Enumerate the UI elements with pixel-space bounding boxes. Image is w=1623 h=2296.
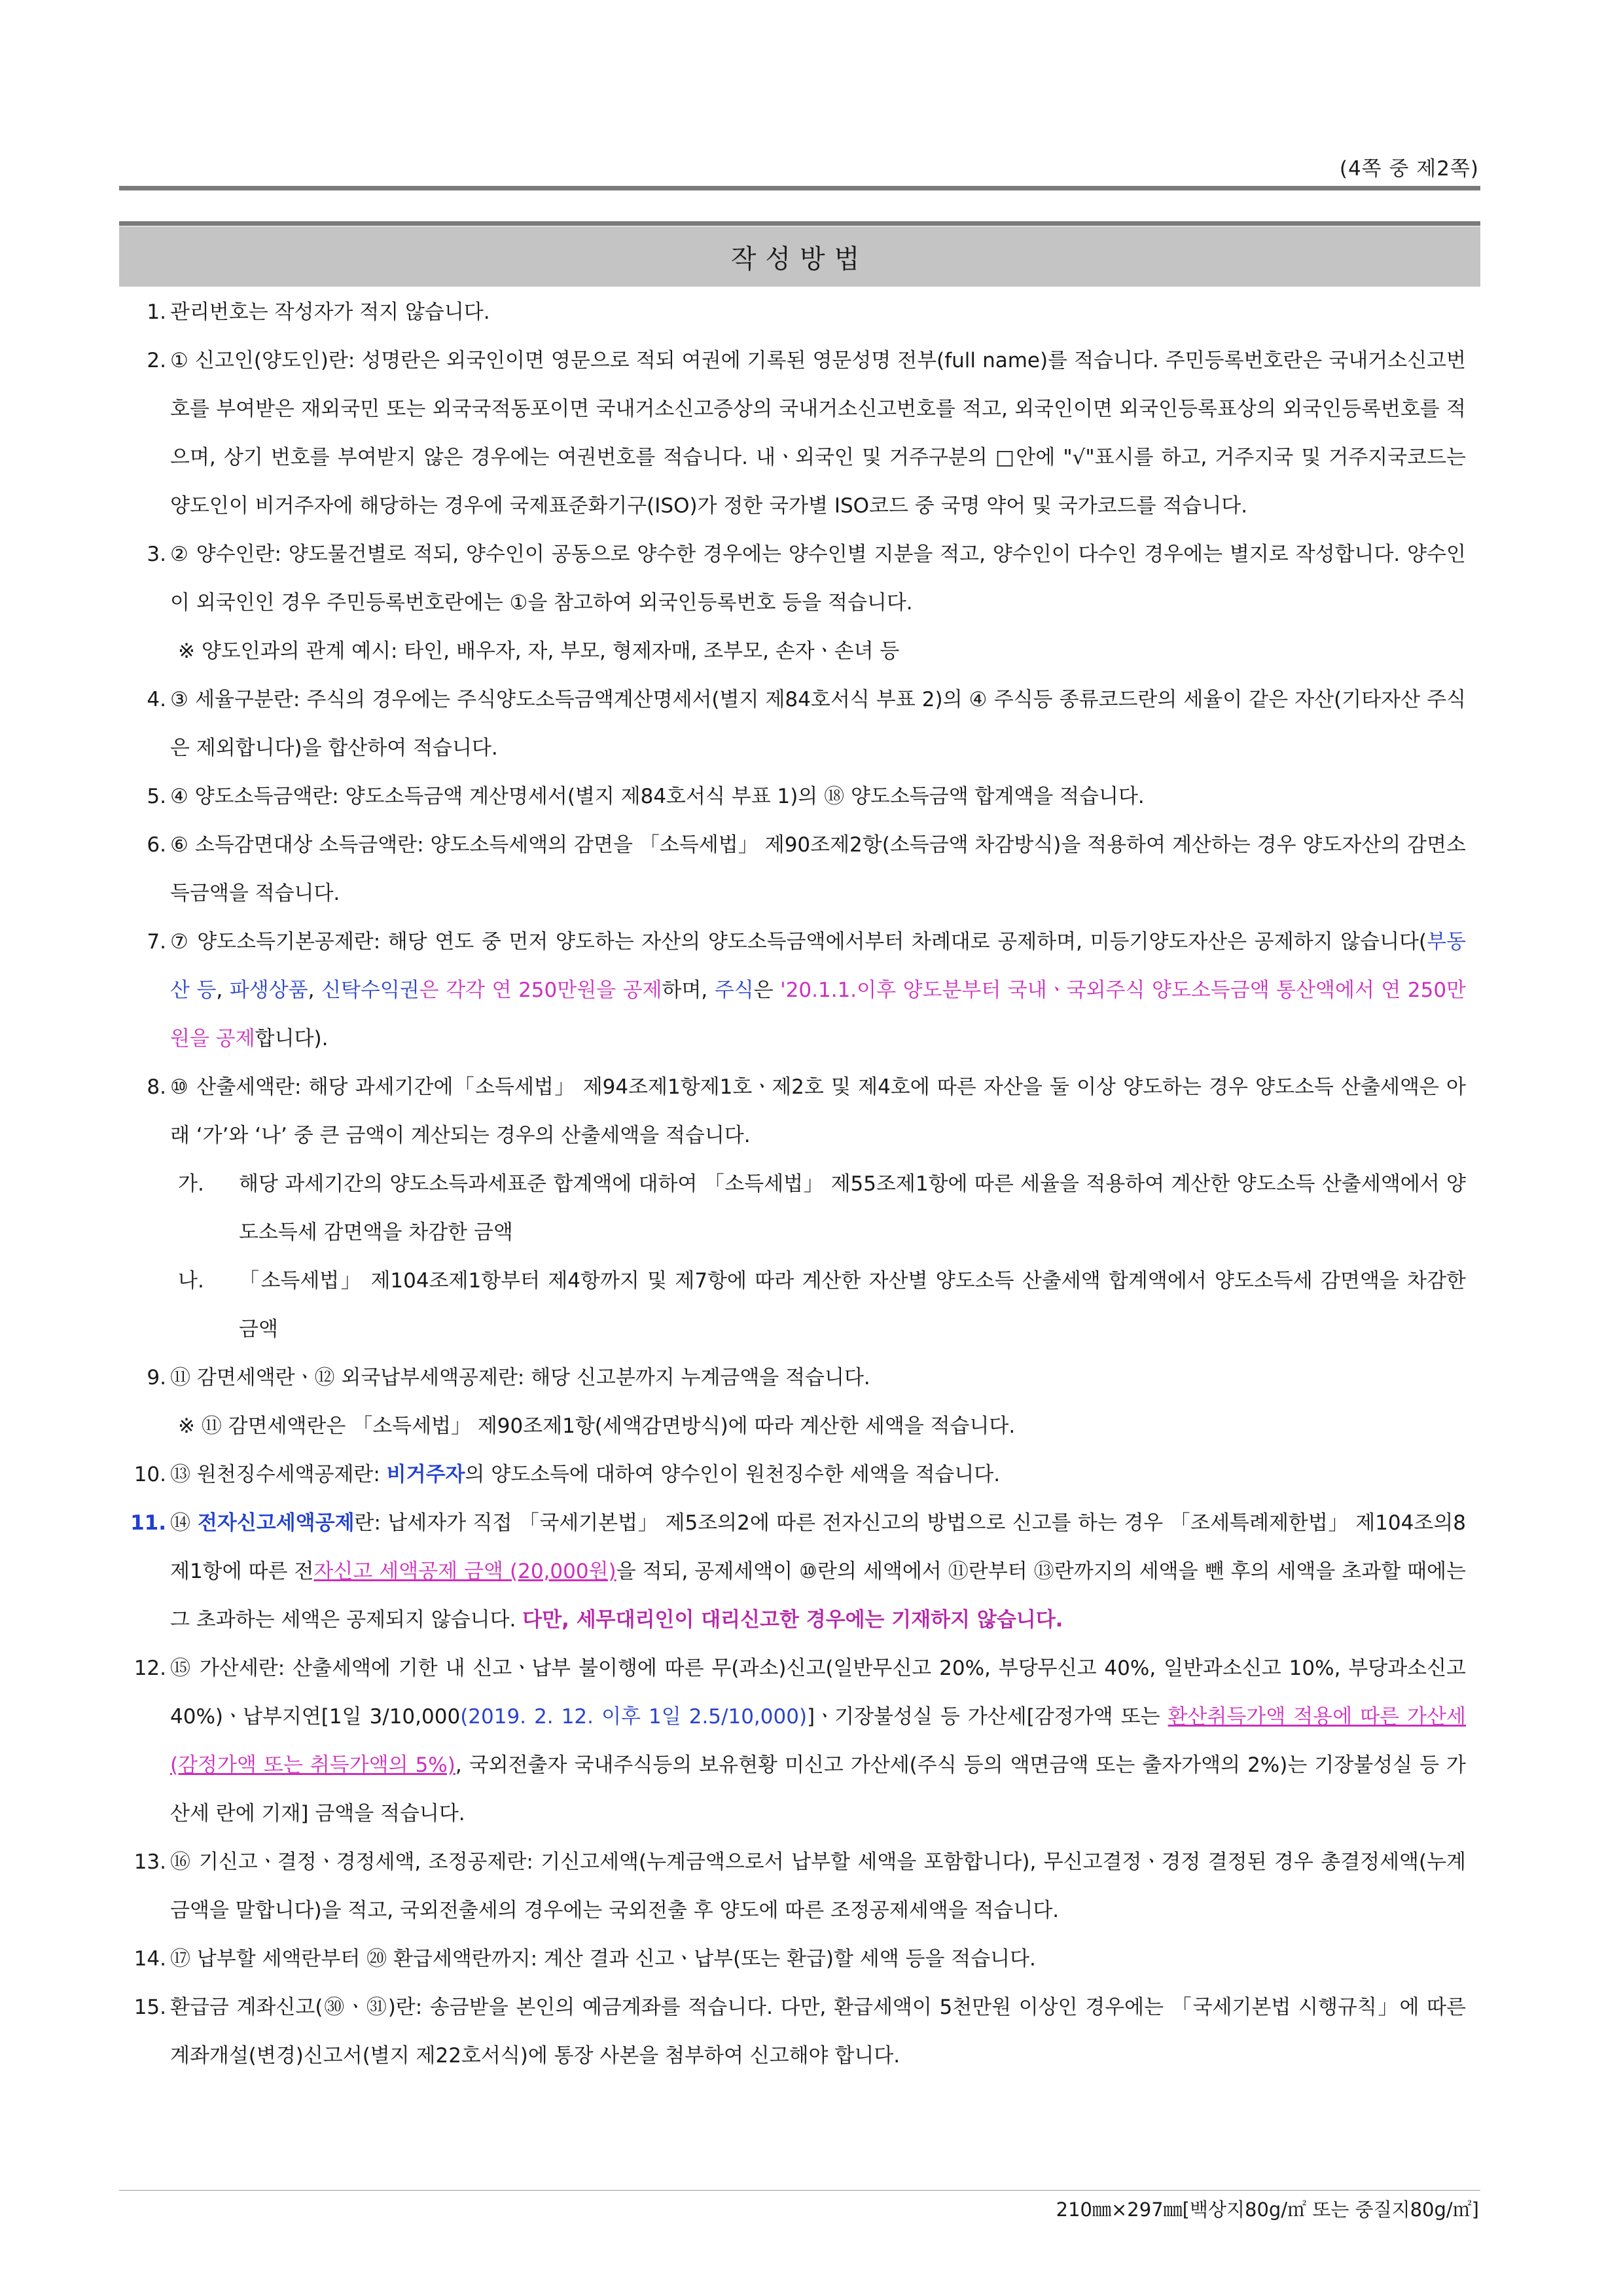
item-text: ⑭ bbox=[170, 1511, 198, 1535]
sub-item-number: 가. bbox=[178, 1172, 204, 1196]
item-number: 10. bbox=[134, 1463, 166, 1486]
list-item bbox=[124, 1450, 1466, 1499]
item-number: 1. bbox=[147, 300, 166, 324]
item-text: ⑰ 납부할 세액란부터 ⑳ 환급세액란까지: 계산 결과 신고ㆍ납부(또는 환급)할 세액 등을 적습니다. bbox=[170, 1947, 1036, 1971]
item-text: 환급금 계좌신고(㉚ㆍ㉛)란: 송금받을 본인의 예금계좌를 적습니다. 다만, 환급세액이 5천만원 이상인 경우에는 「국세기본법 시행규칙」에 따른 계좌개설(변경)신고서(별지 제22호서식)에 통장 사본을 첨부하여 신고해야 합니다. bbox=[170, 1996, 1466, 2068]
item-text: ⑦ 양도소득기본공제란: 해당 연도 중 먼저 양도하는 자산의 양도소득금액에서부터 차례대로 공제하며, 미등기양도자산은 공제하지 않습니다( bbox=[170, 930, 1427, 954]
highlight-text: '20.1.1.이후 양도분부터 국내ㆍ국외주식 양도소득금액 통산액에서 연 250만원을 공제 bbox=[170, 978, 1466, 1050]
highlight-text: (2019. 2. 12. 이후 1일 2.5/10,000) bbox=[460, 1705, 808, 1729]
list-item bbox=[124, 675, 1466, 772]
note: ※ ⑪ 감면세액란은 「소득세법」 제90조제1항(세액감면방식)에 따라 계산한 세액을 적습니다. bbox=[178, 1414, 1016, 1438]
highlight-text: 신탁수익권 bbox=[321, 978, 419, 1002]
section-title: 작성방법 bbox=[119, 226, 1480, 287]
item-text: 하며, bbox=[662, 978, 715, 1002]
highlight-text: 전자신고세액공제 bbox=[197, 1511, 355, 1535]
item-text: ⑩ 산출세액란: 해당 과세기간에「소득세법」 제94조제1항제1호ㆍ제2호 및 제4호에 따른 자산을 둘 이상 양도하는 경우 양도소득 산출세액은 아래 ‘가’와 ‘나’ 중 큰 금액이 계산되는 경우의 산출세액을 적습니다. bbox=[170, 1075, 1466, 1147]
paper-spec: 210㎜×297㎜[백상지80g/㎡ 또는 중질지80g/㎡] bbox=[1056, 2198, 1479, 2221]
item-number: 3. bbox=[147, 543, 166, 566]
item-text: 은 bbox=[753, 978, 781, 1002]
item-text: ⑪ 감면세액란ㆍ⑫ 외국납부세액공제란: 해당 신고분까지 누계금액을 적습니다. bbox=[170, 1366, 870, 1390]
item-text: ⑥ 소득감면대상 소득금액란: 양도소득세액의 감면을 「소득세법」 제90조제2항(소득금액 차감방식)을 적용하여 계산하는 경우 양도자산의 감면소득금액을 적습니다. bbox=[170, 833, 1466, 905]
page-number: (4쪽 중 제2쪽) bbox=[1339, 157, 1479, 181]
highlight-text: 파생상품 bbox=[229, 978, 308, 1002]
item-text: , bbox=[308, 978, 321, 1002]
item-number: 14. bbox=[134, 1947, 166, 1971]
highlight-text: 환산취득가액 적용에 따른 가산세(감정가액 또는 취득가액의 5%) bbox=[170, 1705, 1466, 1777]
sub-item-text: 해당 과세기간의 양도소득과세표준 합계액에 대하여 「소득세법」 제55조제1항에 따른 세율을 적용하여 계산한 양도소득 산출세액에서 양도소득세 감면액을 차감한 금액 bbox=[239, 1172, 1466, 1244]
item-text: ⑮ 가산세란: 산출세액에 기한 내 신고ㆍ납부 불이행에 따른 무(과소)신고(일반무신고 20%, 부당무신고 40%, 일반과소신고 10%, 부당과소신고 40%)ㆍ납부지연[1일 3/10,000 bbox=[170, 1657, 1466, 1729]
item-text: , bbox=[216, 978, 230, 1002]
item-number: 15. bbox=[134, 1996, 166, 2019]
item-text: ]ㆍ기장불성실 등 가산세[감정가액 또는 bbox=[807, 1705, 1168, 1729]
item-text: ⑯ 기신고ㆍ결정ㆍ경정세액, 조정공제란: 기신고세액(누계금액으로서 납부할 세액을 포함합니다), 무신고결정ㆍ경정 결정된 경우 총결정세액(누계금액을 말합니다)을 적고, 국외전출세의 경우에는 국외전출 후 양도에 따른 조정공제세액을 적습니다. bbox=[170, 1850, 1466, 1922]
sub-item-number: 나. bbox=[178, 1269, 204, 1293]
footer-rule bbox=[119, 2190, 1480, 2191]
item-number: 2. bbox=[147, 349, 166, 372]
highlight-text: 비거주자 bbox=[386, 1463, 465, 1486]
item-number: 12. bbox=[134, 1657, 166, 1680]
list-item bbox=[124, 772, 1466, 821]
highlight-text: 은 각각 연 250만원을 공제 bbox=[419, 978, 662, 1002]
item-text: 관리번호는 작성자가 적지 않습니다. bbox=[170, 300, 490, 324]
top-rule bbox=[119, 186, 1480, 190]
list-item bbox=[124, 1499, 1466, 1644]
item-text: 을 적되, 공제세액이 ⑩란의 세액에서 ⑪란부터 ⑬란까지의 세액을 뺀 후의 세액을 초과할 때에는 그 초과하는 세액은 공제되지 않습니다. bbox=[170, 1560, 1466, 1632]
item-number: 5. bbox=[147, 785, 166, 808]
list-item bbox=[124, 288, 1466, 336]
item-number: 6. bbox=[147, 833, 166, 857]
item-number: 4. bbox=[147, 688, 166, 711]
item-text: ③ 세율구분란: 주식의 경우에는 주식양도소득금액계산명세서(별지 제84호서식 부표 2)의 ④ 주식등 종류코드란의 세율이 같은 자산(기타자산 주식은 제외합니다)을 합산하여 적습니다. bbox=[170, 688, 1466, 760]
item-number: 13. bbox=[134, 1850, 166, 1874]
item-text: ① 신고인(양도인)란: 성명란은 외국인이면 영문으로 적되 여권에 기록된 영문성명 전부(full name)를 적습니다. 주민등록번호란은 국내거소신고번호를 부여받은 재외국민 또는 외국국적동포이면 국내거소신고증상의 국내거소신고번호를 적고, 외국인이면 외국인등록표상의 외국인등록번호를 적으며, 상기 번호를 부여받지 않은 경우에는 여권번호를 적습니다. 내ㆍ외국인 및 거주구분의 □안에 "√"표시를 하고, 거주지국 및 거주지국코드는 양도인이 비거주자에 해당하는 경우에 국제표준화기구(ISO)가 정한 국가별 ISO코드 중 국명 약어 및 국가코드를 적습니다. bbox=[170, 349, 1466, 518]
list-item bbox=[124, 1838, 1466, 1935]
item-text: ⑬ 원천징수세액공제란: bbox=[170, 1463, 387, 1486]
sub-item bbox=[124, 1160, 1466, 1257]
highlight-text: 주식 bbox=[714, 978, 754, 1002]
list-item bbox=[124, 336, 1466, 530]
title-top-rule bbox=[119, 221, 1480, 226]
item-text: ② 양수인란: 양도물건별로 적되, 양수인이 공동으로 양수한 경우에는 양수인별 지분을 적고, 양수인이 다수인 경우에는 별지로 작성합니다. 양수인이 외국인인 경우 주민등록번호란에는 ①을 참고하여 외국인등록번호 등을 적습니다. bbox=[170, 543, 1466, 615]
list-item bbox=[124, 1644, 1466, 1838]
list-item bbox=[124, 1063, 1466, 1160]
sub-item-text: 「소득세법」 제104조제1항부터 제4항까지 및 제7항에 따라 계산한 자산별 양도소득 산출세액 합계액에서 양도소득세 감면액을 차감한 금액 bbox=[239, 1269, 1466, 1341]
item-text: 합니다). bbox=[255, 1027, 329, 1050]
note: ※ 양도인과의 관계 예시: 타인, 배우자, 자, 부모, 형제자매, 조부모, 손자ㆍ손녀 등 bbox=[178, 639, 900, 663]
list-item bbox=[124, 918, 1466, 1063]
item-number: 9. bbox=[147, 1366, 166, 1390]
list-item bbox=[124, 1935, 1466, 1983]
highlight-text: 부동산 등 bbox=[170, 930, 1466, 1002]
sub-item bbox=[124, 1257, 1466, 1354]
item-number: 11. bbox=[130, 1511, 166, 1535]
item-number: 7. bbox=[147, 930, 166, 954]
list-item bbox=[124, 821, 1466, 918]
instructions-body bbox=[124, 288, 1466, 2080]
list-item bbox=[124, 1354, 1466, 1402]
list-item bbox=[124, 1983, 1466, 2080]
item-text: 란: 납세자가 직접 「국세기본법」 제5조의2에 따른 전자신고의 방법으로 신고를 하는 경우 「조세특례제한법」 제104조의8제1항에 따른 전 bbox=[170, 1511, 1466, 1583]
highlight-text: 다만, 세무대리인이 대리신고한 경우에는 기재하지 않습니다. bbox=[522, 1608, 1063, 1632]
item-number: 8. bbox=[147, 1075, 166, 1099]
item-text: 의 양도소득에 대하여 양수인이 원천징수한 세액을 적습니다. bbox=[465, 1463, 1001, 1486]
item-text: ④ 양도소득금액란: 양도소득금액 계산명세서(별지 제84호서식 부표 1)의 ⑱ 양도소득금액 합계액을 적습니다. bbox=[170, 785, 1145, 808]
list-item bbox=[124, 530, 1466, 627]
highlight-text: 자신고 세액공제 금액 (20,000원) bbox=[313, 1560, 616, 1583]
item-text: , 국외전출자 국내주식등의 보유현황 미신고 가산세(주식 등의 액면금액 또는 출자가액의 2%)는 기장불성실 등 가산세 란에 기재] 금액을 적습니다. bbox=[170, 1753, 1466, 1825]
